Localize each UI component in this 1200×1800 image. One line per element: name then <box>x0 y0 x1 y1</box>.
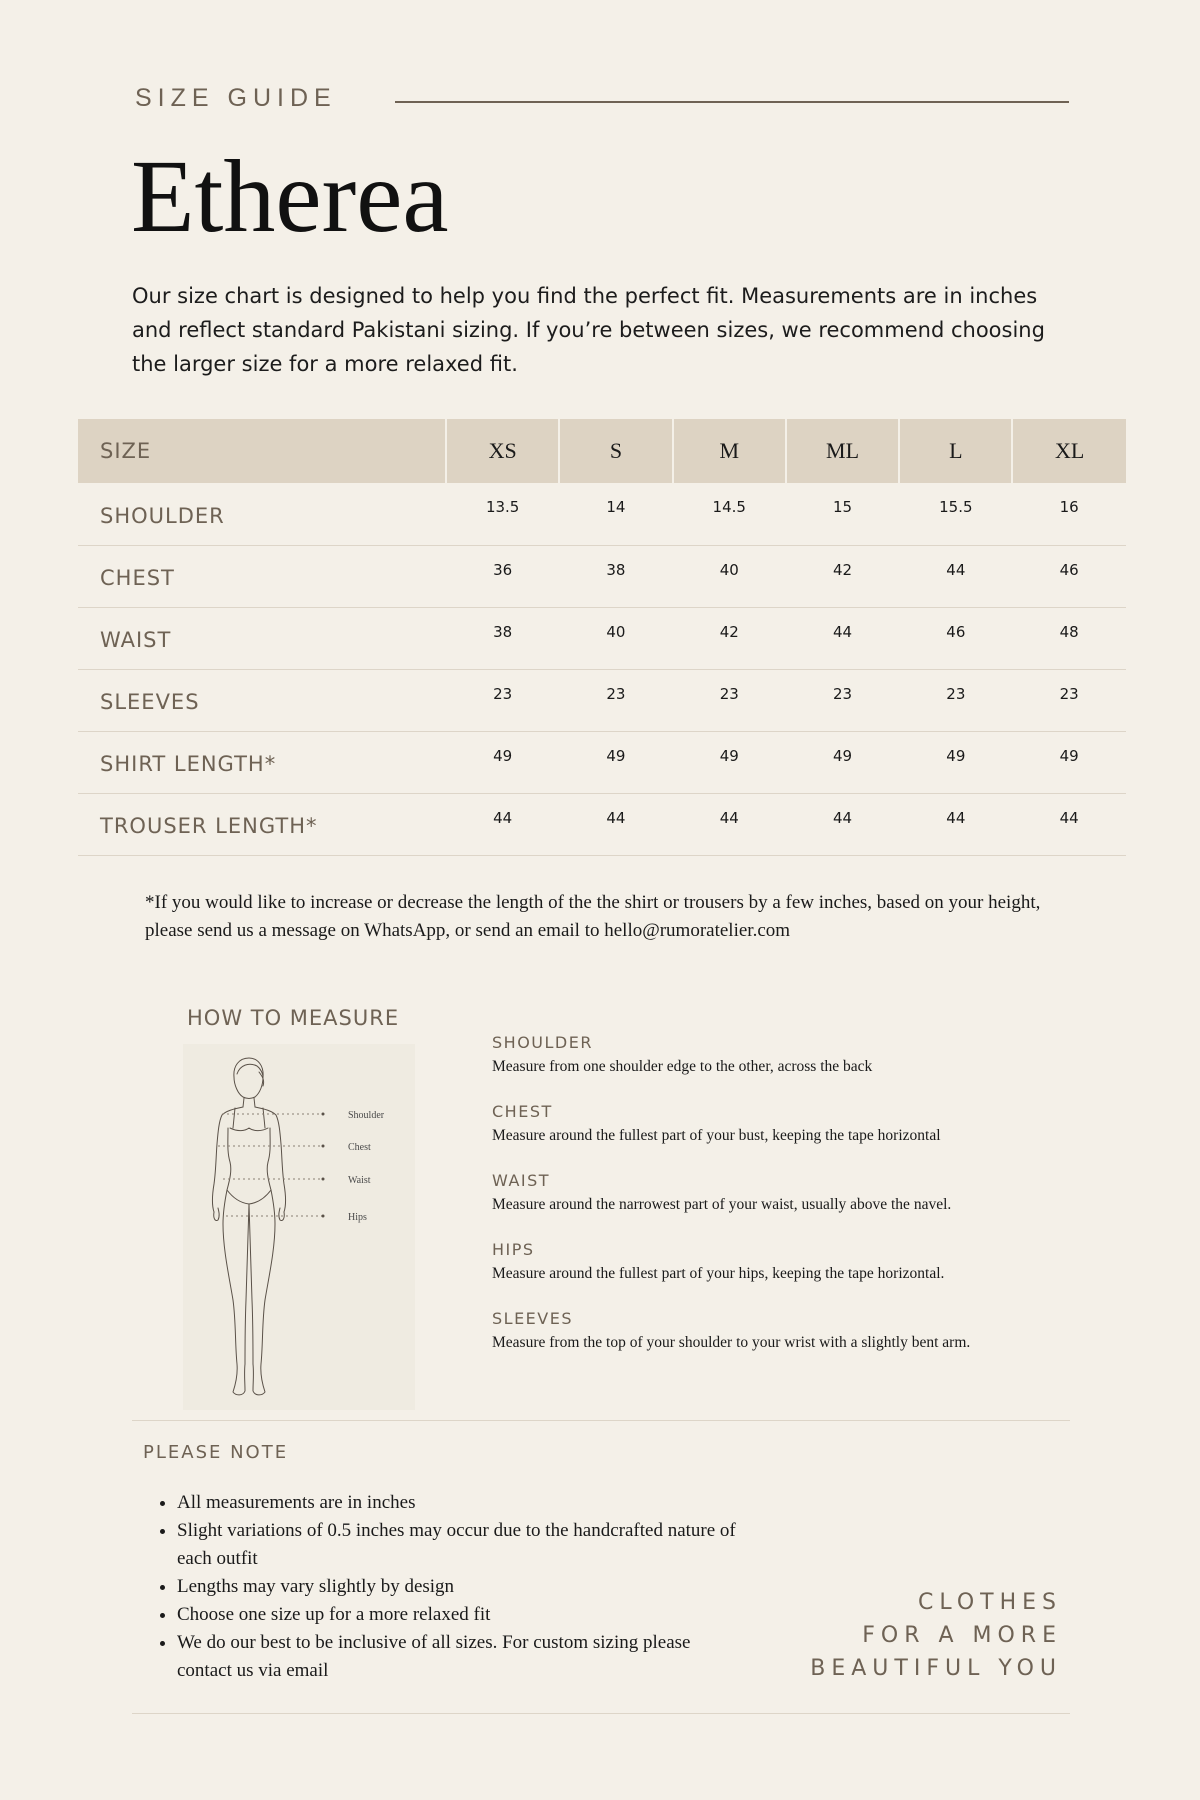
table-row <box>78 607 1126 669</box>
table-cell: 49 <box>446 731 559 793</box>
table-cell: 44 <box>1012 793 1125 855</box>
table-cell: 44 <box>786 793 899 855</box>
list-item: • Choose one size up for a more relaxed fit <box>177 1601 747 1629</box>
row-label: SHOULDER <box>78 483 446 545</box>
row-label: TROUSER LENGTH* <box>78 793 446 855</box>
list-item: • All measurements are in inches <box>177 1489 747 1517</box>
measure-heading: SHOULDER <box>492 1033 593 1052</box>
table-cell: 42 <box>673 607 786 669</box>
table-cell: 23 <box>899 669 1012 731</box>
table-row <box>78 669 1126 731</box>
size-chart-table <box>78 419 1126 856</box>
table-row <box>78 483 1126 545</box>
figure-label-chest: Chest <box>348 1142 371 1153</box>
size-guide-eyebrow: SIZE GUIDE <box>135 84 337 112</box>
size-column-header: ML <box>786 419 899 483</box>
table-cell: 15 <box>786 483 899 545</box>
body-outline-illustration <box>183 1044 415 1410</box>
table-cell: 44 <box>786 607 899 669</box>
list-item: • We do our best to be inclusive of all sizes. For custom sizing please contact us via email <box>177 1629 747 1685</box>
measure-description: Measure from the top of your shoulder to your wrist with a slightly bent arm. <box>492 1334 971 1351</box>
table-cell: 44 <box>559 793 672 855</box>
table-cell: 14 <box>559 483 672 545</box>
table-cell: 40 <box>673 545 786 607</box>
table-cell: 49 <box>1012 731 1125 793</box>
table-cell: 15.5 <box>899 483 1012 545</box>
footer-divider <box>132 1713 1070 1714</box>
table-cell: 36 <box>446 545 559 607</box>
table-cell: 44 <box>899 545 1012 607</box>
table-cell: 16 <box>1012 483 1125 545</box>
table-cell: 44 <box>899 793 1012 855</box>
table-cell: 49 <box>899 731 1012 793</box>
table-cell: 48 <box>1012 607 1125 669</box>
measure-heading: WAIST <box>492 1171 551 1190</box>
table-cell: 23 <box>559 669 672 731</box>
table-cell: 38 <box>559 545 672 607</box>
table-cell: 23 <box>786 669 899 731</box>
table-cell: 42 <box>786 545 899 607</box>
table-cell: 46 <box>899 607 1012 669</box>
table-cell: 44 <box>446 793 559 855</box>
size-column-header: XL <box>1012 419 1125 483</box>
table-header-row <box>78 419 1126 483</box>
header-divider <box>395 101 1069 103</box>
tagline-line: BEAUTIFUL YOU <box>810 1656 1062 1681</box>
table-row <box>78 793 1126 855</box>
table-cell: 49 <box>786 731 899 793</box>
table-cell: 13.5 <box>446 483 559 545</box>
please-note-list <box>155 1489 747 1685</box>
measurement-instructions <box>492 1033 1092 1378</box>
table-cell: 46 <box>1012 545 1125 607</box>
table-cell: 38 <box>446 607 559 669</box>
table-cell: 44 <box>673 793 786 855</box>
intro-paragraph: Our size chart is designed to help you find the perfect fit. Measurements are in inches and reflect standard Pakistani sizing. If you’re between sizes, we recommend choosing the larger size for a more relaxed fit. <box>132 284 1045 376</box>
figure-label-waist: Waist <box>348 1175 371 1186</box>
measure-heading: SLEEVES <box>492 1309 573 1328</box>
figure-label-hips: Hips <box>348 1212 367 1223</box>
row-label: SHIRT LENGTH* <box>78 731 446 793</box>
size-column-header: M <box>673 419 786 483</box>
table-cell: 40 <box>559 607 672 669</box>
measure-description: Measure around the fullest part of your hips, keeping the tape horizontal. <box>492 1265 945 1282</box>
row-label: CHEST <box>78 545 446 607</box>
tagline-line: FOR A MORE <box>862 1623 1062 1648</box>
measure-description: Measure around the fullest part of your bust, keeping the tape horizontal <box>492 1127 941 1144</box>
size-column-header: L <box>899 419 1012 483</box>
table-row <box>78 731 1126 793</box>
length-footnote: *If you would like to increase or decrease the length of the the shirt or trousers by a few inches, based on your height, please send us a message on WhatsApp, or send an email to hello@rumoratelier.com <box>145 892 1041 941</box>
row-label: WAIST <box>78 607 446 669</box>
brand-tagline <box>702 1586 1062 1685</box>
size-column-header: XS <box>446 419 559 483</box>
how-to-measure-heading: HOW TO MEASURE <box>187 1006 400 1030</box>
measure-item-sleeves <box>492 1309 1092 1378</box>
size-column-header: S <box>559 419 672 483</box>
section-divider <box>132 1420 1070 1421</box>
measure-item-chest <box>492 1102 1092 1171</box>
tagline-line: CLOTHES <box>918 1590 1062 1615</box>
measure-item-hips <box>492 1240 1092 1309</box>
table-row <box>78 545 1126 607</box>
figure-label-shoulder: Shoulder <box>348 1110 385 1121</box>
measure-item-shoulder <box>492 1033 1092 1102</box>
table-cell: 23 <box>1012 669 1125 731</box>
please-note-heading: PLEASE NOTE <box>143 1442 289 1463</box>
measure-heading: HIPS <box>492 1240 535 1259</box>
measure-description: Measure around the narrowest part of your waist, usually above the navel. <box>492 1196 952 1213</box>
table-cell: 23 <box>446 669 559 731</box>
list-item: • Lengths may vary slightly by design <box>177 1573 747 1601</box>
table-cell: 14.5 <box>673 483 786 545</box>
table-cell: 23 <box>673 669 786 731</box>
page-title: Etherea <box>131 139 449 254</box>
table-cell: 49 <box>673 731 786 793</box>
row-label: SLEEVES <box>78 669 446 731</box>
measure-item-waist <box>492 1171 1092 1240</box>
measure-heading: CHEST <box>492 1102 553 1121</box>
body-measurement-figure <box>183 1044 415 1410</box>
table-header-label: SIZE <box>78 419 446 483</box>
list-item: • Slight variations of 0.5 inches may occur due to the handcrafted nature of each outfit <box>177 1517 747 1573</box>
measure-description: Measure from one shoulder edge to the other, across the back <box>492 1058 873 1075</box>
table-cell: 49 <box>559 731 672 793</box>
